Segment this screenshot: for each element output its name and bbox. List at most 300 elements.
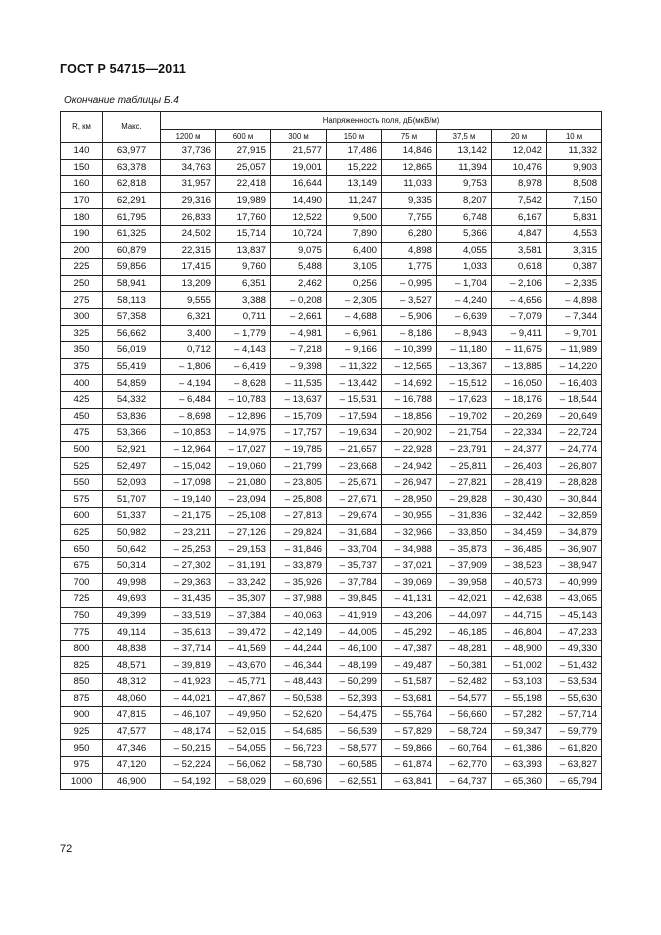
cell-field-strength: – 44,021: [161, 690, 216, 707]
cell-field-strength: – 29,153: [216, 541, 271, 558]
cell-max: 47,120: [103, 756, 161, 773]
cell-field-strength: – 62,551: [327, 773, 382, 790]
table-row: [61, 425, 602, 442]
table-row: [61, 209, 602, 226]
cell-max: 58,941: [103, 275, 161, 292]
cell-field-strength: – 47,233: [547, 624, 602, 641]
col-header-height: 37,5 м: [437, 130, 492, 143]
cell-field-strength: – 51,002: [492, 657, 547, 674]
cell-field-strength: – 37,988: [271, 591, 327, 608]
cell-distance: 575: [61, 491, 103, 508]
cell-field-strength: – 7,218: [271, 342, 327, 359]
cell-distance: 180: [61, 209, 103, 226]
cell-field-strength: 16,644: [271, 176, 327, 193]
cell-field-strength: – 31,846: [271, 541, 327, 558]
cell-field-strength: – 23,094: [216, 491, 271, 508]
cell-field-strength: – 37,714: [161, 640, 216, 657]
cell-field-strength: – 21,175: [161, 508, 216, 525]
cell-field-strength: – 35,613: [161, 624, 216, 641]
cell-field-strength: – 60,764: [437, 740, 492, 757]
cell-field-strength: – 52,620: [271, 707, 327, 724]
cell-field-strength: – 30,430: [492, 491, 547, 508]
cell-field-strength: – 17,594: [327, 408, 382, 425]
cell-field-strength: – 6,419: [216, 358, 271, 375]
cell-field-strength: – 13,885: [492, 358, 547, 375]
cell-field-strength: – 45,292: [382, 624, 437, 641]
cell-field-strength: – 21,799: [271, 458, 327, 475]
cell-field-strength: – 18,544: [547, 391, 602, 408]
cell-max: 62,818: [103, 176, 161, 193]
cell-field-strength: 0,618: [492, 259, 547, 276]
cell-field-strength: – 21,080: [216, 474, 271, 491]
cell-field-strength: – 18,176: [492, 391, 547, 408]
cell-field-strength: – 1,779: [216, 325, 271, 342]
cell-field-strength: – 34,879: [547, 524, 602, 541]
cell-field-strength: 31,957: [161, 176, 216, 193]
cell-field-strength: – 39,958: [437, 574, 492, 591]
cell-field-strength: 29,316: [161, 192, 216, 209]
cell-field-strength: – 13,367: [437, 358, 492, 375]
col-header-max: Макс.: [103, 112, 161, 143]
table-row: [61, 358, 602, 375]
cell-field-strength: – 39,472: [216, 624, 271, 641]
cell-field-strength: 8,207: [437, 192, 492, 209]
cell-distance: 875: [61, 690, 103, 707]
cell-distance: 625: [61, 524, 103, 541]
cell-field-strength: – 40,573: [492, 574, 547, 591]
cell-field-strength: – 61,386: [492, 740, 547, 757]
cell-field-strength: – 17,098: [161, 474, 216, 491]
cell-field-strength: 8,508: [547, 176, 602, 193]
cell-field-strength: 9,500: [327, 209, 382, 226]
cell-field-strength: – 58,730: [271, 756, 327, 773]
table-row: [61, 574, 602, 591]
field-strength-table: [60, 111, 602, 790]
cell-distance: 500: [61, 441, 103, 458]
cell-field-strength: – 32,442: [492, 508, 547, 525]
cell-field-strength: 17,486: [327, 143, 382, 160]
cell-field-strength: 10,724: [271, 225, 327, 242]
table-row: [61, 391, 602, 408]
table-body: [61, 143, 602, 790]
cell-field-strength: 9,555: [161, 292, 216, 309]
cell-max: 48,312: [103, 674, 161, 691]
cell-field-strength: – 31,191: [216, 557, 271, 574]
cell-field-strength: 9,760: [216, 259, 271, 276]
cell-field-strength: – 3,527: [382, 292, 437, 309]
cell-field-strength: – 23,668: [327, 458, 382, 475]
col-header-height: 75 м: [382, 130, 437, 143]
cell-field-strength: 3,388: [216, 292, 271, 309]
cell-field-strength: – 48,199: [327, 657, 382, 674]
cell-field-strength: – 34,459: [492, 524, 547, 541]
cell-field-strength: – 41,919: [327, 607, 382, 624]
cell-field-strength: – 33,519: [161, 607, 216, 624]
cell-field-strength: – 60,585: [327, 756, 382, 773]
cell-field-strength: 0,712: [161, 342, 216, 359]
cell-field-strength: – 9,398: [271, 358, 327, 375]
cell-field-strength: – 25,108: [216, 508, 271, 525]
table-row: [61, 159, 602, 176]
cell-field-strength: 4,847: [492, 225, 547, 242]
cell-field-strength: 13,837: [216, 242, 271, 259]
cell-field-strength: – 32,966: [382, 524, 437, 541]
table-row: [61, 591, 602, 608]
cell-field-strength: 11,247: [327, 192, 382, 209]
cell-field-strength: 14,490: [271, 192, 327, 209]
table-row: [61, 773, 602, 790]
cell-field-strength: – 48,174: [161, 723, 216, 740]
cell-field-strength: – 39,819: [161, 657, 216, 674]
cell-field-strength: 5,366: [437, 225, 492, 242]
cell-max: 47,815: [103, 707, 161, 724]
table-row: [61, 176, 602, 193]
cell-field-strength: – 14,692: [382, 375, 437, 392]
cell-field-strength: 3,400: [161, 325, 216, 342]
cell-field-strength: – 4,688: [327, 308, 382, 325]
cell-distance: 725: [61, 591, 103, 608]
cell-field-strength: – 4,898: [547, 292, 602, 309]
cell-field-strength: – 51,432: [547, 657, 602, 674]
cell-field-strength: – 4,656: [492, 292, 547, 309]
cell-max: 61,325: [103, 225, 161, 242]
cell-field-strength: – 33,242: [216, 574, 271, 591]
cell-field-strength: – 40,063: [271, 607, 327, 624]
cell-field-strength: – 31,684: [327, 524, 382, 541]
cell-distance: 750: [61, 607, 103, 624]
cell-field-strength: – 44,244: [271, 640, 327, 657]
cell-field-strength: 12,522: [271, 209, 327, 226]
cell-field-strength: – 54,192: [161, 773, 216, 790]
cell-field-strength: – 17,757: [271, 425, 327, 442]
cell-field-strength: – 29,674: [327, 508, 382, 525]
table-row: [61, 723, 602, 740]
cell-field-strength: – 65,360: [492, 773, 547, 790]
cell-field-strength: – 41,569: [216, 640, 271, 657]
cell-field-strength: – 36,907: [547, 541, 602, 558]
cell-distance: 825: [61, 657, 103, 674]
cell-field-strength: – 24,377: [492, 441, 547, 458]
cell-field-strength: – 43,065: [547, 591, 602, 608]
cell-field-strength: – 35,737: [327, 557, 382, 574]
cell-field-strength: – 44,097: [437, 607, 492, 624]
cell-field-strength: – 27,302: [161, 557, 216, 574]
cell-field-strength: – 43,670: [216, 657, 271, 674]
table-row: [61, 740, 602, 757]
cell-field-strength: – 21,754: [437, 425, 492, 442]
cell-field-strength: – 16,788: [382, 391, 437, 408]
cell-field-strength: – 19,785: [271, 441, 327, 458]
table-row: [61, 242, 602, 259]
cell-distance: 700: [61, 574, 103, 591]
col-header-height: 600 м: [216, 130, 271, 143]
cell-field-strength: 8,978: [492, 176, 547, 193]
cell-max: 50,314: [103, 557, 161, 574]
col-header-height: 1200 м: [161, 130, 216, 143]
cell-field-strength: 26,833: [161, 209, 216, 226]
cell-max: 61,795: [103, 209, 161, 226]
cell-distance: 475: [61, 425, 103, 442]
cell-field-strength: 6,351: [216, 275, 271, 292]
cell-field-strength: – 38,523: [492, 557, 547, 574]
cell-field-strength: – 8,628: [216, 375, 271, 392]
cell-max: 51,707: [103, 491, 161, 508]
cell-distance: 950: [61, 740, 103, 757]
cell-distance: 925: [61, 723, 103, 740]
cell-field-strength: – 22,724: [547, 425, 602, 442]
cell-field-strength: – 17,027: [216, 441, 271, 458]
cell-field-strength: – 19,634: [327, 425, 382, 442]
cell-max: 50,982: [103, 524, 161, 541]
cell-distance: 300: [61, 308, 103, 325]
cell-max: 47,346: [103, 740, 161, 757]
table-row: [61, 192, 602, 209]
cell-max: 50,642: [103, 541, 161, 558]
cell-field-strength: – 33,704: [327, 541, 382, 558]
cell-field-strength: – 2,335: [547, 275, 602, 292]
cell-field-strength: 22,315: [161, 242, 216, 259]
cell-field-strength: – 14,220: [547, 358, 602, 375]
cell-field-strength: – 11,322: [327, 358, 382, 375]
cell-field-strength: 5,831: [547, 209, 602, 226]
cell-field-strength: – 56,723: [271, 740, 327, 757]
cell-field-strength: – 13,637: [271, 391, 327, 408]
cell-distance: 975: [61, 756, 103, 773]
cell-field-strength: – 1,704: [437, 275, 492, 292]
cell-distance: 550: [61, 474, 103, 491]
cell-field-strength: – 15,709: [271, 408, 327, 425]
cell-distance: 775: [61, 624, 103, 641]
cell-field-strength: 17,760: [216, 209, 271, 226]
cell-field-strength: – 46,100: [327, 640, 382, 657]
cell-max: 48,838: [103, 640, 161, 657]
cell-field-strength: 19,989: [216, 192, 271, 209]
cell-field-strength: 5,488: [271, 259, 327, 276]
cell-field-strength: – 57,829: [382, 723, 437, 740]
cell-field-strength: – 23,791: [437, 441, 492, 458]
cell-field-strength: 3,581: [492, 242, 547, 259]
cell-field-strength: – 46,344: [271, 657, 327, 674]
col-header-height: 20 м: [492, 130, 547, 143]
cell-field-strength: – 44,005: [327, 624, 382, 641]
table-row: [61, 557, 602, 574]
cell-distance: 900: [61, 707, 103, 724]
cell-field-strength: 19,001: [271, 159, 327, 176]
cell-field-strength: – 29,824: [271, 524, 327, 541]
cell-distance: 800: [61, 640, 103, 657]
cell-field-strength: – 11,675: [492, 342, 547, 359]
cell-max: 53,366: [103, 425, 161, 442]
cell-field-strength: – 2,305: [327, 292, 382, 309]
table-row: [61, 624, 602, 641]
cell-field-strength: 24,502: [161, 225, 216, 242]
cell-field-strength: 0,711: [216, 308, 271, 325]
cell-field-strength: 7,150: [547, 192, 602, 209]
cell-distance: 425: [61, 391, 103, 408]
cell-distance: 225: [61, 259, 103, 276]
cell-field-strength: 15,222: [327, 159, 382, 176]
cell-field-strength: 13,149: [327, 176, 382, 193]
cell-field-strength: – 50,215: [161, 740, 216, 757]
cell-field-strength: – 1,806: [161, 358, 216, 375]
cell-field-strength: 0,387: [547, 259, 602, 276]
cell-field-strength: 12,865: [382, 159, 437, 176]
cell-field-strength: – 9,411: [492, 325, 547, 342]
cell-field-strength: – 20,269: [492, 408, 547, 425]
cell-field-strength: – 26,807: [547, 458, 602, 475]
col-header-field-strength: Напряженность поля, дБ(мкВ/м): [161, 112, 602, 130]
cell-field-strength: – 34,988: [382, 541, 437, 558]
cell-field-strength: 17,415: [161, 259, 216, 276]
cell-field-strength: – 31,435: [161, 591, 216, 608]
cell-max: 49,114: [103, 624, 161, 641]
cell-field-strength: 0,256: [327, 275, 382, 292]
table-row: [61, 259, 602, 276]
cell-field-strength: – 53,103: [492, 674, 547, 691]
cell-field-strength: 6,321: [161, 308, 216, 325]
cell-distance: 200: [61, 242, 103, 259]
cell-field-strength: – 45,771: [216, 674, 271, 691]
cell-field-strength: – 33,850: [437, 524, 492, 541]
table-row: [61, 707, 602, 724]
cell-max: 58,113: [103, 292, 161, 309]
cell-max: 49,693: [103, 591, 161, 608]
cell-field-strength: 21,577: [271, 143, 327, 160]
cell-max: 56,019: [103, 342, 161, 359]
cell-field-strength: – 23,805: [271, 474, 327, 491]
cell-field-strength: 7,890: [327, 225, 382, 242]
table-row: [61, 756, 602, 773]
col-header-height: 300 м: [271, 130, 327, 143]
cell-field-strength: – 31,836: [437, 508, 492, 525]
cell-field-strength: – 50,538: [271, 690, 327, 707]
cell-field-strength: 6,167: [492, 209, 547, 226]
table-row: [61, 225, 602, 242]
cell-field-strength: – 4,194: [161, 375, 216, 392]
cell-field-strength: 11,394: [437, 159, 492, 176]
cell-field-strength: – 25,253: [161, 541, 216, 558]
cell-max: 54,332: [103, 391, 161, 408]
page-number: 72: [60, 843, 73, 855]
cell-max: 54,859: [103, 375, 161, 392]
cell-max: 49,998: [103, 574, 161, 591]
cell-field-strength: – 36,485: [492, 541, 547, 558]
cell-field-strength: – 10,853: [161, 425, 216, 442]
cell-distance: 1000: [61, 773, 103, 790]
cell-field-strength: – 48,281: [437, 640, 492, 657]
table-row: [61, 408, 602, 425]
cell-field-strength: – 13,442: [327, 375, 382, 392]
table-header-row: [61, 112, 602, 130]
cell-field-strength: – 22,928: [382, 441, 437, 458]
cell-field-strength: – 48,900: [492, 640, 547, 657]
cell-field-strength: – 47,387: [382, 640, 437, 657]
cell-field-strength: – 29,363: [161, 574, 216, 591]
cell-field-strength: – 52,482: [437, 674, 492, 691]
cell-max: 55,419: [103, 358, 161, 375]
table-row: [61, 524, 602, 541]
table-row: [61, 275, 602, 292]
cell-field-strength: – 6,961: [327, 325, 382, 342]
cell-field-strength: – 39,845: [327, 591, 382, 608]
table-row: [61, 292, 602, 309]
cell-distance: 150: [61, 159, 103, 176]
cell-field-strength: – 0,208: [271, 292, 327, 309]
cell-field-strength: – 2,661: [271, 308, 327, 325]
cell-field-strength: – 25,808: [271, 491, 327, 508]
cell-field-strength: – 52,393: [327, 690, 382, 707]
cell-field-strength: – 11,535: [271, 375, 327, 392]
cell-field-strength: – 29,828: [437, 491, 492, 508]
cell-max: 47,577: [103, 723, 161, 740]
cell-field-strength: – 18,856: [382, 408, 437, 425]
cell-distance: 160: [61, 176, 103, 193]
table-row: [61, 441, 602, 458]
cell-field-strength: – 63,827: [547, 756, 602, 773]
cell-field-strength: – 42,021: [437, 591, 492, 608]
cell-field-strength: – 38,947: [547, 557, 602, 574]
cell-field-strength: 11,332: [547, 143, 602, 160]
cell-field-strength: – 32,859: [547, 508, 602, 525]
cell-field-strength: 10,476: [492, 159, 547, 176]
cell-field-strength: – 42,638: [492, 591, 547, 608]
table-row: [61, 308, 602, 325]
cell-max: 46,900: [103, 773, 161, 790]
cell-field-strength: – 26,947: [382, 474, 437, 491]
cell-field-strength: 13,142: [437, 143, 492, 160]
cell-field-strength: – 9,701: [547, 325, 602, 342]
cell-field-strength: – 24,774: [547, 441, 602, 458]
cell-field-strength: – 65,794: [547, 773, 602, 790]
cell-field-strength: – 39,069: [382, 574, 437, 591]
cell-field-strength: – 57,714: [547, 707, 602, 724]
cell-field-strength: 12,042: [492, 143, 547, 160]
table-row: [61, 491, 602, 508]
cell-field-strength: – 7,344: [547, 308, 602, 325]
cell-field-strength: – 53,681: [382, 690, 437, 707]
table-row: [61, 143, 602, 160]
cell-field-strength: – 55,630: [547, 690, 602, 707]
cell-field-strength: – 16,050: [492, 375, 547, 392]
cell-field-strength: – 7,079: [492, 308, 547, 325]
cell-field-strength: – 8,186: [382, 325, 437, 342]
cell-field-strength: – 56,660: [437, 707, 492, 724]
cell-field-strength: – 54,475: [327, 707, 382, 724]
cell-field-strength: – 30,955: [382, 508, 437, 525]
cell-distance: 170: [61, 192, 103, 209]
cell-field-strength: – 17,623: [437, 391, 492, 408]
cell-field-strength: – 11,989: [547, 342, 602, 359]
cell-field-strength: 9,753: [437, 176, 492, 193]
cell-field-strength: – 12,565: [382, 358, 437, 375]
cell-field-strength: – 53,534: [547, 674, 602, 691]
cell-field-strength: – 58,724: [437, 723, 492, 740]
cell-field-strength: – 20,902: [382, 425, 437, 442]
col-header-height: 10 м: [547, 130, 602, 143]
table-row: [61, 541, 602, 558]
cell-distance: 250: [61, 275, 103, 292]
cell-field-strength: – 43,206: [382, 607, 437, 624]
table-row: [61, 640, 602, 657]
cell-field-strength: 27,915: [216, 143, 271, 160]
cell-field-strength: – 19,702: [437, 408, 492, 425]
cell-field-strength: – 4,981: [271, 325, 327, 342]
cell-field-strength: – 44,715: [492, 607, 547, 624]
cell-field-strength: – 25,671: [327, 474, 382, 491]
cell-field-strength: – 56,539: [327, 723, 382, 740]
cell-field-strength: 4,553: [547, 225, 602, 242]
cell-field-strength: – 52,224: [161, 756, 216, 773]
